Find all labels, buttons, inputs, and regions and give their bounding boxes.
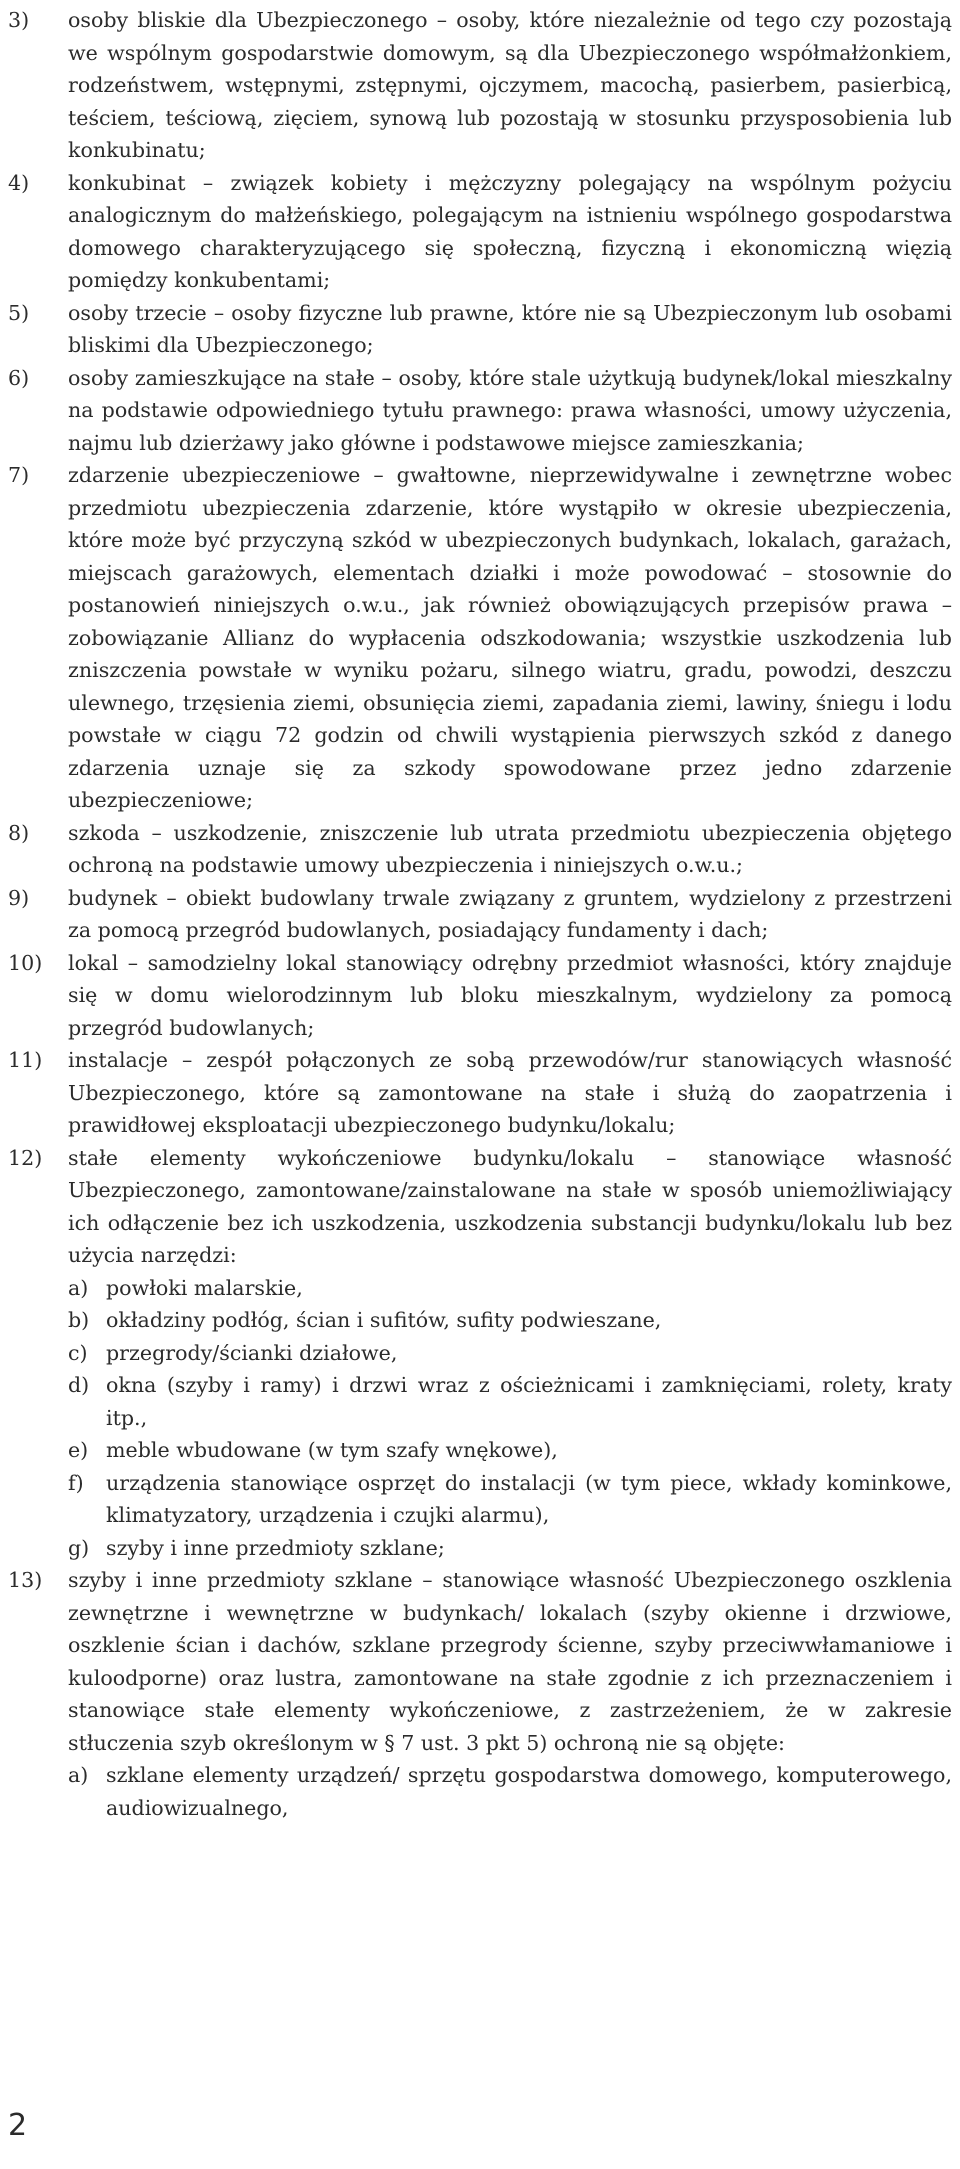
sub-list-item	[68, 1434, 952, 1467]
item-text: stałe elementy wykończeniowe budynku/lokalu – stanowiące własność Ubezpieczonego, zamontowane/zainstalowane na stałe w sposób uniemożliwiający ich odłączenie bez ich uszkodzenia, uszkodzenia substancji budynku/lokalu lub bez użycia narzędzi:	[68, 1145, 952, 1267]
list-item	[8, 4, 952, 167]
sub-list-item	[68, 1304, 952, 1337]
sub-item-letter: c)	[68, 1340, 88, 1365]
item-number: 4)	[8, 170, 30, 195]
item-text: osoby trzecie – osoby fizyczne lub prawne, które nie są Ubezpieczonym lub osobami bliskimi dla Ubezpieczonego;	[68, 300, 952, 357]
item-number: 8)	[8, 820, 30, 845]
list-item	[8, 817, 952, 882]
sub-item-text: meble wbudowane (w tym szafy wnękowe),	[106, 1438, 558, 1462]
item-text: osoby zamieszkujące na stałe – osoby, które stale użytkują budynek/lokal mieszkalny na podstawie odpowiedniego tytułu prawnego: prawa własności, umowy użyczenia, najmu lub dzierżawy jako główne i podstawowe miejsce zamieszkania;	[68, 365, 952, 455]
list-item	[8, 882, 952, 947]
item-text: osoby bliskie dla Ubezpieczonego – osoby, które niezależnie od tego czy pozostają we wspólnym gospodarstwie domowym, są dla Ubezpieczonego współmałżonkiem, rodzeństwem, wstępnymi, zstępnymi, ojczymem, macochą, pasierbem, pasierbicą, teściem, teściową, zięciem, synową lub pozostają w stosunku przysposobienia lub konkubinatu;	[68, 8, 952, 162]
sub-item-text: szklane elementy urządzeń/ sprzętu gospodarstwa domowego, komputerowego, audiowizualnego,	[106, 1763, 952, 1820]
item-text: szyby i inne przedmioty szklane – stanowiące własność Ubezpieczonego oszklenia zewnętrzne i wewnętrzne w budynkach/ lokalach (szyby okienne i drzwiowe, oszklenie ścian i dachów, szklane przegrody ścienne, szyby przeciwwłamaniowe i kuloodporne) oraz lustra, zamontowane na stałe zgodnie z ich przeznaczeniem i stanowiące stałe elementy wykończeniowe, z zastrzeżeniem, że w zakresie stłuczenia szyb określonym w § 7 ust. 3 pkt 5) ochroną nie są objęte:	[68, 1568, 952, 1755]
list-item	[8, 167, 952, 297]
sub-item-letter: d)	[68, 1373, 90, 1397]
item-number: 9)	[8, 885, 30, 910]
list-item	[8, 1142, 952, 1565]
sub-list-item	[68, 1369, 952, 1434]
sub-item-letter: e)	[68, 1438, 89, 1462]
item-number: 3)	[8, 8, 30, 32]
sub-item-text: szyby i inne przedmioty szklane;	[106, 1535, 445, 1560]
sub-item-text: powłoki malarskie,	[106, 1275, 303, 1300]
list-item	[8, 1044, 952, 1142]
item-number: 13)	[8, 1568, 43, 1592]
sub-item-text: okładziny podłóg, ścian i sufitów, sufity podwieszane,	[106, 1308, 662, 1332]
list-item	[8, 947, 952, 1045]
item-body	[68, 1564, 952, 1824]
sub-item-letter: a)	[68, 1763, 89, 1787]
item-number: 10)	[8, 950, 43, 975]
list-item	[8, 297, 952, 362]
sub-item-letter: f)	[68, 1470, 84, 1495]
item-text: instalacje – zespół połączonych ze sobą przewodów/rur stanowiących własność Ubezpieczonego, które są zamontowane na stałe i służą do zaopatrzenia i prawidłowej eksploatacji ubezpieczonego budynku/lokalu;	[68, 1048, 952, 1137]
sub-list-item	[68, 1337, 952, 1370]
item-text: zdarzenie ubezpieczeniowe – gwałtowne, nieprzewidywalne i zewnętrzne wobec przedmiotu ubezpieczenia zdarzenie, które wystąpiło w okresie ubezpieczenia, które może być przyczyną szkód w ubezpieczonych budynkach, lokalach, garażach, miejscach garażowych, elementach działki i może powodować – stosownie do postanowień niniejszych o.w.u., jak również obowiązujących przepisów prawa – zobowiązanie Allianz do wypłacenia odszkodowania; wszystkie uszkodzenia lub zniszczenia powstałe w wyniku pożaru, silnego wiatru, gradu, powodzi, deszczu ulewnego, trzęsienia ziemi, obsunięcia ziemi, zapadania ziemi, lawiny, śniegu i lodu powstałe w ciągu 72 godzin od chwili wystąpienia pierwszych szkód z danego zdarzenia uznaje się za szkody spowodowane przez jedno zdarzenie ubezpieczeniowe;	[68, 463, 952, 812]
sub-list-item	[68, 1467, 952, 1532]
sub-list-item	[68, 1759, 952, 1824]
list-item	[8, 362, 952, 460]
list-item	[8, 1564, 952, 1824]
sub-item-text: przegrody/ścianki działowe,	[106, 1340, 398, 1365]
sub-item-text: okna (szyby i ramy) i drzwi wraz z ościeżnicami i zamknięciami, rolety, kraty itp.,	[106, 1373, 952, 1430]
list-item	[8, 459, 952, 817]
sub-item-letter: a)	[68, 1275, 89, 1300]
sub-item-text: urządzenia stanowiące osprzęt do instalacji (w tym piece, wkłady kominkowe, klimatyzatory, urządzenia i czujki alarmu),	[106, 1470, 952, 1527]
sub-item-letter: g)	[68, 1535, 90, 1560]
sub-list-item	[68, 1532, 952, 1565]
item-number: 12)	[8, 1145, 43, 1170]
sub-list-item	[68, 1272, 952, 1305]
item-body	[68, 1142, 952, 1565]
item-number: 11)	[8, 1048, 43, 1072]
item-text: lokal – samodzielny lokal stanowiący odrębny przedmiot własności, który znajduje się w domu wielorodzinnym lub bloku mieszkalnym, wydzielony za pomocą przegród budowlanych;	[68, 950, 952, 1040]
item-number: 7)	[8, 463, 30, 487]
page-number: 2	[8, 2108, 28, 2143]
item-text: konkubinat – związek kobiety i mężczyzny polegający na wspólnym pożyciu analogicznym do małżeńskiego, polegającym na istnieniu wspólnego gospodarstwa domowego charakteryzującego się społeczną, fizyczną i ekonomiczną więzią pomiędzy konkubentami;	[68, 170, 952, 292]
item-number: 5)	[8, 300, 30, 325]
item-number: 6)	[8, 365, 30, 390]
definitions-list	[8, 4, 952, 1824]
sub-item-letter: b)	[68, 1308, 90, 1332]
item-text: budynek – obiekt budowlany trwale związany z gruntem, wydzielony z przestrzeni za pomocą przegród budowlanych, posiadający fundamenty i dach;	[68, 885, 952, 942]
item-text: szkoda – uszkodzenie, zniszczenie lub utrata przedmiotu ubezpieczenia objętego ochroną na podstawie umowy ubezpieczenia i niniejszych o.w.u.;	[68, 820, 952, 877]
